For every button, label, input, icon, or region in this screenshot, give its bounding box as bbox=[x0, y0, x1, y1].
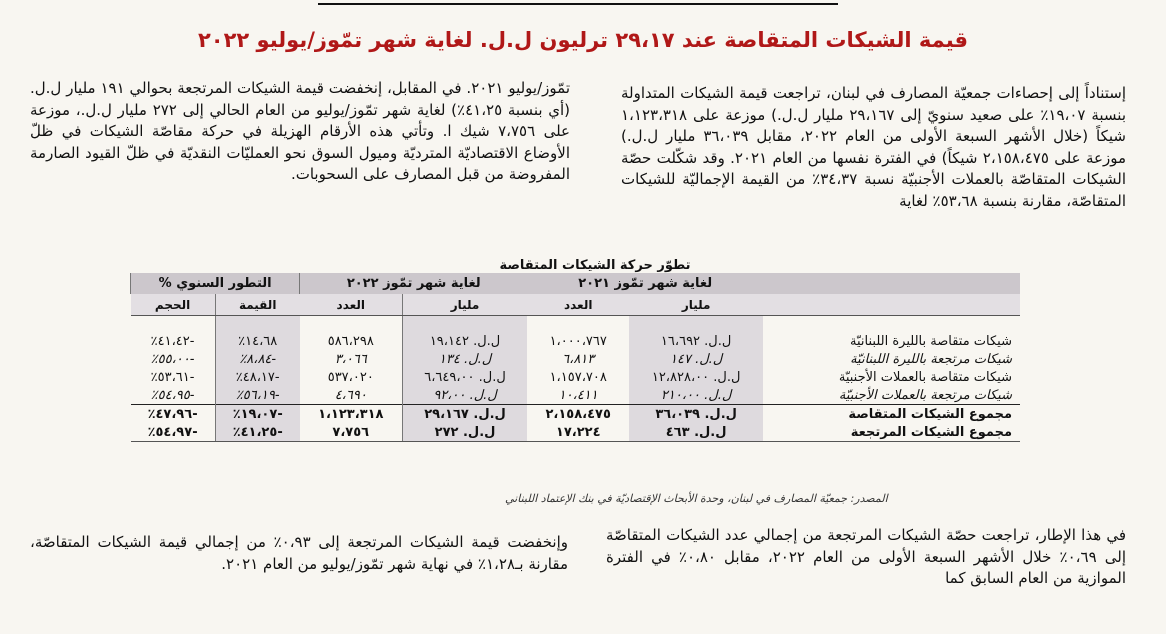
group-change-header: التطور السنوي % bbox=[131, 273, 300, 294]
total-row: مجموع الشيكات المتقاصة ل.ل. ٣٦،٠٣٩ ٢،١٥٨،٤٧٥ ل.ل. ٢٩،١٦٧ ١،١٢٣،٣١٨ -١٩،٠٧٪ -٤٧،٩٦٪ bbox=[131, 405, 1021, 424]
col-2022-billion: مليار bbox=[402, 294, 527, 316]
table-source: المصدر: جمعيّة المصارف في لبنان، وحدة الأبحاث الإقتصاديّة في بنك الإعتماد اللبناني bbox=[505, 492, 888, 505]
col-volume: الحجم bbox=[131, 294, 216, 316]
table-row: شيكات متقاصة بالليرة اللبنانيّة ل.ل. ١٦،٦٩٢ ١،٠٠٠،٧٦٧ ل.ل. ١٩،١٤٢ ٥٨٦،٢٩٨ ١٤،٦٨٪ -٤١،٤٢٪ bbox=[150, 333, 1012, 349]
group-2021-header: لغاية شهر تمّوز ٢٠٢١ bbox=[527, 273, 763, 294]
total-row: مجموع الشيكات المرتجعة ل.ل. ٤٦٣ ١٧،٢٢٤ ل.ل. ٢٧٢ ٧،٧٥٦ -٤١،٢٥٪ -٥٤،٩٧٪ bbox=[131, 423, 1021, 442]
top-rule bbox=[318, 3, 838, 5]
row-label-subheader bbox=[763, 294, 1020, 316]
group-2022-header: لغاية شهر تمّوز ٢٠٢٢ bbox=[300, 273, 528, 294]
paragraph-4: وإنخفضت قيمة الشيكات المرتجعة إلى ٠،٩٣٪ من إجمالي قيمة الشيكات المتقاصّة، مقارنة بـ١،٢٨٪ في نهاية شهر تمّوز/يوليو من العام ٢٠٢١. bbox=[30, 533, 568, 573]
table-row: شيكات مرتجعة بالليرة اللبنانيّة ل.ل. ١٤٧ ٦،٨١٣ ل.ل. ١٣٤ ٣،٠٦٦ -٨،٨٤٪ -٥٥،٠٠٪ bbox=[150, 351, 1012, 367]
col-2021-count: العدد bbox=[527, 294, 629, 316]
page-title: قيمة الشيكات المتقاصة عند ٢٩،١٧ ترليون ل.ل. لغاية شهر تمّوز/يوليو ٢٠٢٢ bbox=[197, 28, 969, 52]
paragraph-3: في هذا الإطار، تراجعت حصّة الشيكات المرتجعة من إجمالي عدد الشيكات المتقاصّة إلى ٠،٦٩٪ خلال الأشهر السبعة الأولى من العام ٢٠٢٢، مقابل ٠،٨٠٪ في الفترة الموازية من العام السابق كما bbox=[606, 526, 1126, 587]
table-row: شيكات مرتجعة بالعملات الأجنبيّة ل.ل. ٢١٠،٠٠ ١٠،٤١١ ل.ل. ٩٢،٠٠ ٤،٦٩٠ -٥٦،١٩٪ -٥٤،٩٥٪ bbox=[150, 387, 1012, 403]
row-label-header bbox=[763, 273, 1020, 294]
cheques-table bbox=[130, 273, 1020, 442]
col-value: القيمة bbox=[215, 294, 300, 316]
col-2022-count: العدد bbox=[300, 294, 403, 316]
col-2021-billion: مليار bbox=[629, 294, 763, 316]
paragraph-2: تمّوز/يوليو ٢٠٢١. في المقابل، إنخفضت قيمة الشيكات المرتجعة بحوالي ١٩١ مليار ل.ل. (أي بنسبة ٤١،٢٥٪) لغاية شهر تمّوز/يوليو من العام الحالي إلى ٢٧٢ مليار ل.ل.، موزعة على ٧،٧٥٦ شيك ا. وتأتي هذه الأرقام الهزيلة في حركة مقاصّة الشيكات في ظلّ الأوضاع الاقتصاديّة المترديّة وميول السوق نحو العمليّات النقديّة في ظلّ القيود الصارمة المفروضة من قبل المصارف على السحوبات. bbox=[30, 79, 570, 183]
paragraph-1: إستناداً إلى إحصاءات جمعيّة المصارف في لبنان، تراجعت قيمة الشيكات المتداولة بنسبة ١٩،٠٧٪ على صعيد سنويّ إلى ٢٩،١٦٧ مليار ل.ل.) موزعة على ١،١٢٣،٣١٨ شيكاً (خلال الأشهر السبعة الأولى من العام ٢٠٢٢، مقابل ٣٦،٠٣٩ مليار ل.ل.) موزعة على ٢،١٥٨،٤٧٥ شيكاً) في الفترة نفسها من العام ٢٠٢١. وقد شكّلت حصّة الشيكات المتقاصّة بالعملات الأجنبيّة نسبة ٣٤،٣٧٪ من القيمة الإجماليّة للشيكات المتقاصّة، مقارنة بنسبة ٥٣،٦٨٪ لغاية bbox=[621, 84, 1127, 210]
table-title: تطوّر حركة الشيكات المتقاصة bbox=[499, 258, 691, 273]
table-row: شيكات متقاصة بالعملات الأجنبيّة ل.ل. ١٢،٨٢٨،٠٠ ١،١٥٧،٧٠٨ ل.ل. ٦،٦٤٩،٠٠ ٥٣٧،٠٢٠ -٤٨،١٧٪ -٥٣،٦١٪ bbox=[150, 369, 1012, 385]
